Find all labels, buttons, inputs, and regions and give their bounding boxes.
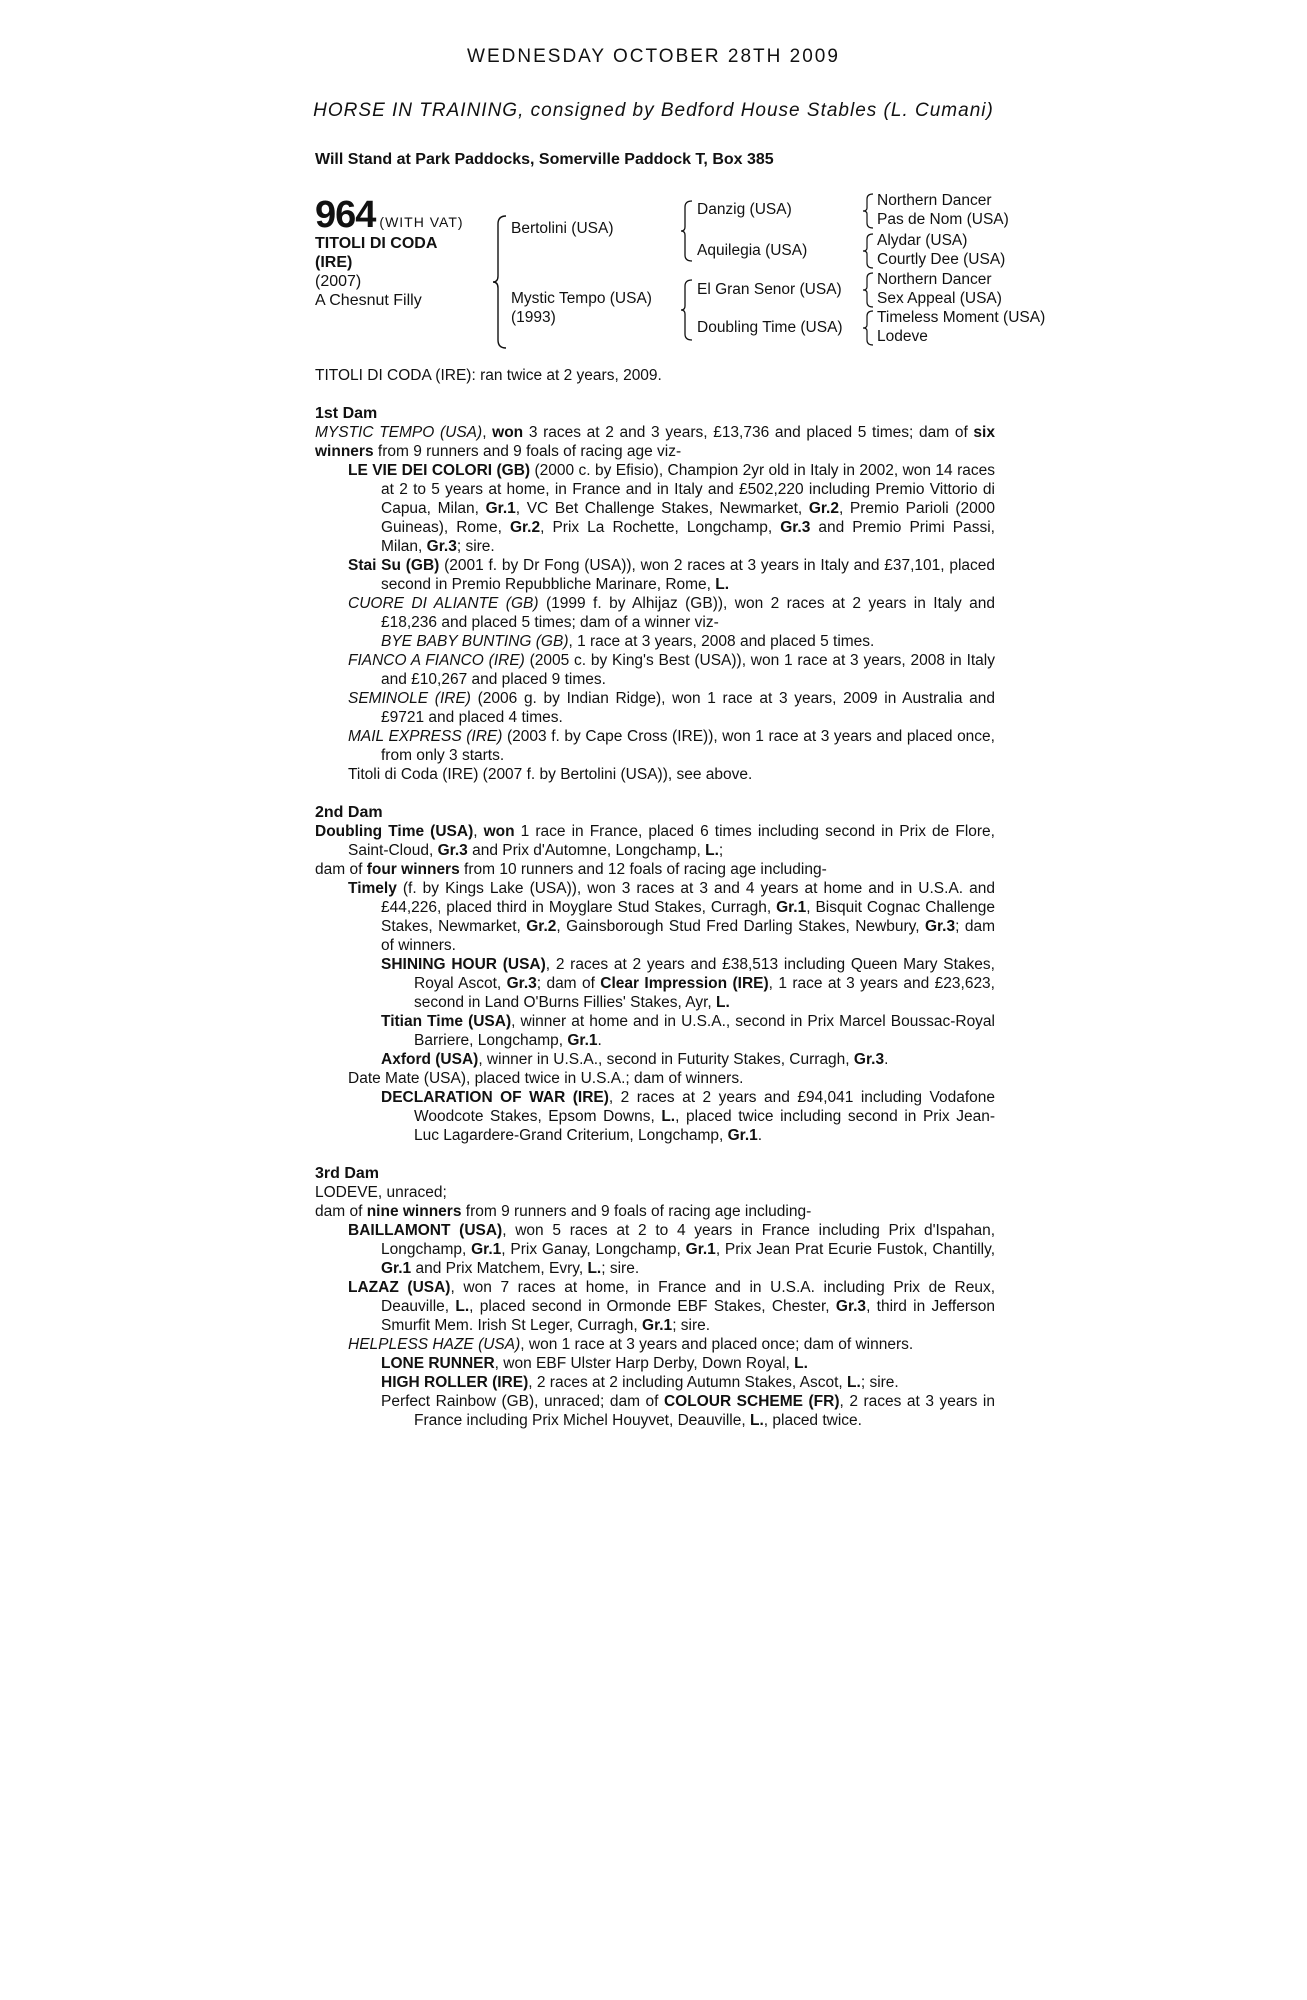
produce-entry: DECLARATION OF WAR (IRE), 2 races at 2 years and £94,041 including Vodafone Woodcote Stakes, Epsom Downs, L., placed twice including second in Prix Jean-Luc Lagardere-Grand Criterium, Longchamp, Gr.1.: [381, 1089, 995, 1144]
stand-location: Will Stand at Park Paddocks, Somerville Paddock T, Box 385: [315, 151, 774, 168]
produce-entry: HIGH ROLLER (IRE), 2 races at 2 including Autumn Stakes, Ascot, L.; sire.: [381, 1374, 899, 1391]
produce-entry: BYE BABY BUNTING (GB), 1 race at 3 years, 2008 and placed 5 times.: [381, 633, 875, 650]
produce-entry: LONE RUNNER, won EBF Ulster Harp Derby, Down Royal, L.: [381, 1355, 808, 1372]
first-dam-intro: MYSTIC TEMPO (USA), won 3 races at 2 and 3 years, £13,736 and placed 5 times; dam of six winners from 9 runners and 9 foals of racing age viz-: [315, 424, 995, 460]
produce-entry: BAILLAMONT (USA), won 5 races at 2 to 4 years in France including Prix d'Ispahan, Longchamp, Gr.1, Prix Ganay, Longchamp, Gr.1, Prix Jean Prat Ecurie Fustok, Chantilly, Gr.1 and Prix Matchem, Evry, L.; sire.: [348, 1222, 995, 1277]
race-record-summary: TITOLI DI CODA (IRE): ran twice at 2 years, 2009.: [315, 367, 662, 384]
pedigree-brace-g4: [862, 309, 876, 347]
pedigree-sire: Bertolini (USA): [511, 220, 614, 237]
pedigree-brace-dam: [680, 278, 696, 342]
pedigree-brace-g1: [862, 192, 876, 230]
pedigree-g6: Sex Appeal (USA): [877, 290, 1002, 307]
dam-produce-record: [315, 404, 995, 1430]
produce-entry: CUORE DI ALIANTE (GB) (1999 f. by Alhijaz (GB)), won 2 races at 2 years in Italy and £18,236 and placed 5 times; dam of a winner viz-: [348, 595, 995, 631]
pedigree-g2: Pas de Nom (USA): [877, 211, 1009, 228]
third-dam-produce: dam of nine winners from 9 runners and 9 foals of racing age including-: [315, 1203, 812, 1220]
pedigree-g7: Timeless Moment (USA): [877, 309, 1046, 326]
second-dam-heading: 2nd Dam: [315, 804, 383, 821]
pedigree-dam-dam: Doubling Time (USA): [697, 319, 843, 336]
produce-entry: SEMINOLE (IRE) (2006 g. by Indian Ridge), won 1 race at 3 years, 2009 in Australia and £9721 and placed 4 times.: [348, 690, 995, 726]
pedigree-g3: Alydar (USA): [877, 232, 968, 249]
pedigree-brace-g3: [862, 271, 876, 309]
pedigree-brace-g2: [862, 232, 876, 270]
produce-entry: HELPLESS HAZE (USA), won 1 race at 3 years and placed once; dam of winners.: [348, 1336, 914, 1353]
produce-entry: Perfect Rainbow (GB), unraced; dam of COLOUR SCHEME (FR), 2 races at 3 years in France including Prix Michel Houyvet, Deauville, L., placed twice.: [381, 1393, 995, 1429]
pedigree-sire-sire: Danzig (USA): [697, 201, 792, 218]
horse-description: A Chesnut Filly: [315, 292, 422, 309]
produce-entry: Titian Time (USA), winner at home and in U.S.A., second in Prix Marcel Boussac-Royal Barriere, Longchamp, Gr.1.: [381, 1013, 995, 1049]
produce-entry: MAIL EXPRESS (IRE) (2003 f. by Cape Cross (IRE)), won 1 race at 3 years and placed once, from only 3 starts.: [348, 728, 995, 764]
pedigree-g8: Lodeve: [877, 328, 928, 345]
second-dam-produce: dam of four winners from 10 runners and 12 foals of racing age including-: [315, 861, 827, 878]
second-dam-intro: Doubling Time (USA), won 1 race in France, placed 6 times including second in Prix de Flore, Saint-Cloud, Gr.3 and Prix d'Automne, Longchamp, L.;: [315, 823, 995, 859]
pedigree-sire-dam: Aquilegia (USA): [697, 242, 808, 259]
horse-name: TITOLI DI CODA: [315, 235, 438, 252]
horse-identity: [315, 234, 437, 310]
lot-number: 964: [315, 194, 376, 236]
sale-date: WEDNESDAY OCTOBER 28TH 2009: [467, 46, 840, 67]
pedigree-g1: Northern Dancer: [877, 192, 992, 209]
produce-entry: SHINING HOUR (USA), 2 races at 2 years and £38,513 including Queen Mary Stakes, Royal Ascot, Gr.3; dam of Clear Impression (IRE), 1 race at 3 years and £23,623, second in Land O'Burns Fillies' Stakes, Ayr, L.: [381, 956, 995, 1011]
pedigree-dam-sire: El Gran Senor (USA): [697, 281, 842, 298]
third-dam-heading: 3rd Dam: [315, 1165, 380, 1182]
produce-entry: LAZAZ (USA), won 7 races at home, in France and in U.S.A. including Prix de Reux, Deauville, L., placed second in Ormonde EBF Stakes, Chester, Gr.3, third in Jefferson Smurfit Mem. Irish St Leger, Curragh, Gr.1; sire.: [348, 1279, 996, 1334]
third-dam-intro: LODEVE, unraced;: [315, 1184, 447, 1201]
produce-entry: Titoli di Coda (IRE) (2007 f. by Bertolini (USA)), see above.: [348, 766, 753, 783]
produce-entry: Axford (USA), winner in U.S.A., second in Futurity Stakes, Curragh, Gr.3.: [381, 1051, 889, 1068]
horse-year: (2007): [315, 273, 362, 290]
horse-country: (IRE): [315, 254, 353, 271]
produce-entry: LE VIE DEI COLORI (GB) (2000 c. by Efisio), Champion 2yr old in Italy in 2002, won 14 races at 2 to 5 years at home, in France and in Italy and £502,220 including Premio Vittorio di Capua, Milan, Gr.1, VC Bet Challenge Stakes, Newmarket, Gr.2, Premio Parioli (2000 Guineas), Rome, Gr.2, Prix La Rochette, Longchamp, Gr.3 and Premio Primi Passi, Milan, Gr.3; sire.: [348, 462, 995, 555]
pedigree-dam: Mystic Tempo (USA): [511, 290, 652, 307]
consignment-line: HORSE IN TRAINING, consigned by Bedford House Stables (L. Cumani): [313, 100, 994, 121]
produce-entry: Date Mate (USA), placed twice in U.S.A.; dam of winners.: [348, 1070, 744, 1087]
produce-entry: FIANCO A FIANCO (IRE) (2005 c. by King's Best (USA)), won 1 race at 3 years, 2008 in Italy and £10,267 and placed 9 times.: [348, 652, 995, 688]
lot-heading: [315, 194, 464, 237]
pedigree-brace-main: [492, 214, 512, 350]
vat-note: (WITH VAT): [379, 214, 464, 230]
pedigree-g4: Courtly Dee (USA): [877, 251, 1006, 268]
first-dam-heading: 1st Dam: [315, 405, 378, 422]
pedigree-g5: Northern Dancer: [877, 271, 992, 288]
pedigree-brace-sire: [680, 199, 696, 263]
produce-entry: Timely (f. by Kings Lake (USA)), won 3 races at 3 and 4 years at home and in U.S.A. and £44,226, placed third in Moyglare Stud Stakes, Curragh, Gr.1, Bisquit Cognac Challenge Stakes, Newmarket, Gr.2, Gainsborough Stud Fred Darling Stakes, Newbury, Gr.3; dam of winners.: [348, 880, 995, 954]
pedigree-dam-year: (1993): [511, 309, 556, 326]
produce-entry: Stai Su (GB) (2001 f. by Dr Fong (USA)), won 2 races at 3 years in Italy and £37,101, placed second in Premio Repubbliche Marinare, Rome, L.: [348, 557, 995, 593]
